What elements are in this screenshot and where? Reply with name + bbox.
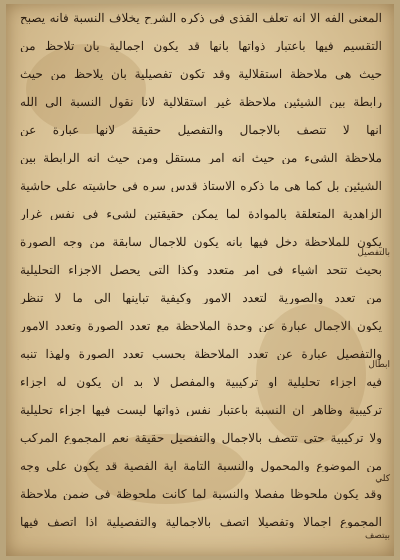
text-line: الشيئين بل كما هي ما ذكره الاستاذ قدس سره في حاشيته على حاشية — [20, 180, 382, 192]
text-line: رابطة بين الشيئين ملاحظة غير استقلالية لانا نقول النسبة الى الله — [20, 96, 382, 108]
margin-note: كلي — [375, 474, 390, 484]
manuscript-text — [20, 12, 382, 550]
text-line: تركيبية وظاهر ان النسبة باعتبار نفس ذواتها ليست فيها اجزاء تحليلية — [20, 404, 382, 416]
text-line: حيث هي ملاحظة استقلالية وقد تكون تفصيلية بان يلاحظ من حيث — [20, 68, 382, 80]
text-line: انها لا تتصف بالاجمال والتفصيل حقيقة لانها عبارة عن — [20, 124, 382, 136]
margin-note: ابطال — [368, 360, 390, 370]
text-line: ملاحظة الشيء من حيث انه امر مستقل ومن حيث انه الرابطة بين — [20, 152, 382, 164]
text-line: الزاهدية المتعلقة بالموادة لما يمكن حقيقتين لشيء في نفس غرار — [20, 208, 382, 220]
text-line: يكون الاجمال عبارة عن وحدة الملاحظة مع تعدد الصورة وتعدد الامور — [20, 320, 382, 332]
margin-note: بيتصف — [364, 531, 390, 541]
text-line: من الموضوع والمحمول والنسبة التامة اية الفصية قد يكون على وجه — [20, 460, 382, 472]
text-line: يكون للملاحظة دخل فيها بانه يكون للاجمال سابقة من وجه الصورة — [20, 236, 382, 248]
margin-note: بالتفصيل — [357, 248, 390, 258]
text-line: المجموع اجمالا وتفصيلا اتصف بالاجمالية والتفصيلية اذا اتصف فيها — [20, 516, 382, 528]
text-line: والتفصيل عبارة عن تعدد الملاحظة بحسب تعدد الصورة ولهذا تنبه — [20, 348, 382, 360]
text-line: فيه اجزاء تحليلية او تركيبية والمفصل لا بد ان يكون له اجزاء — [20, 376, 382, 388]
text-line: المعنى الفه الا انه تعلف القذى في ذكره الشرح يخلاف النسبة فانه يصبح — [20, 12, 382, 24]
text-line: وقد يكون ملحوظا مفصلا والنسبة لما كانت ملحوظة في ضمن ملاحظة — [20, 488, 382, 500]
manuscript-page — [6, 4, 394, 556]
text-line: ولا تركيبية حتى تتصف بالاجمال والتفصيل حقيقة نعم المجموع المركب — [20, 432, 382, 444]
text-line: التقسيم فيها باعتبار ذواتها بانها قد يكون اجمالية بان تلاحظ من — [20, 40, 382, 52]
text-line: من تعدد والصورية لتعدد الامور وكيفية تباينها الى ما لا تنظر — [20, 292, 382, 304]
text-line: بحيث تتحد اشياء في امر متعدد وكذا التي يحصل الاجزاء التحليلية — [20, 264, 382, 276]
